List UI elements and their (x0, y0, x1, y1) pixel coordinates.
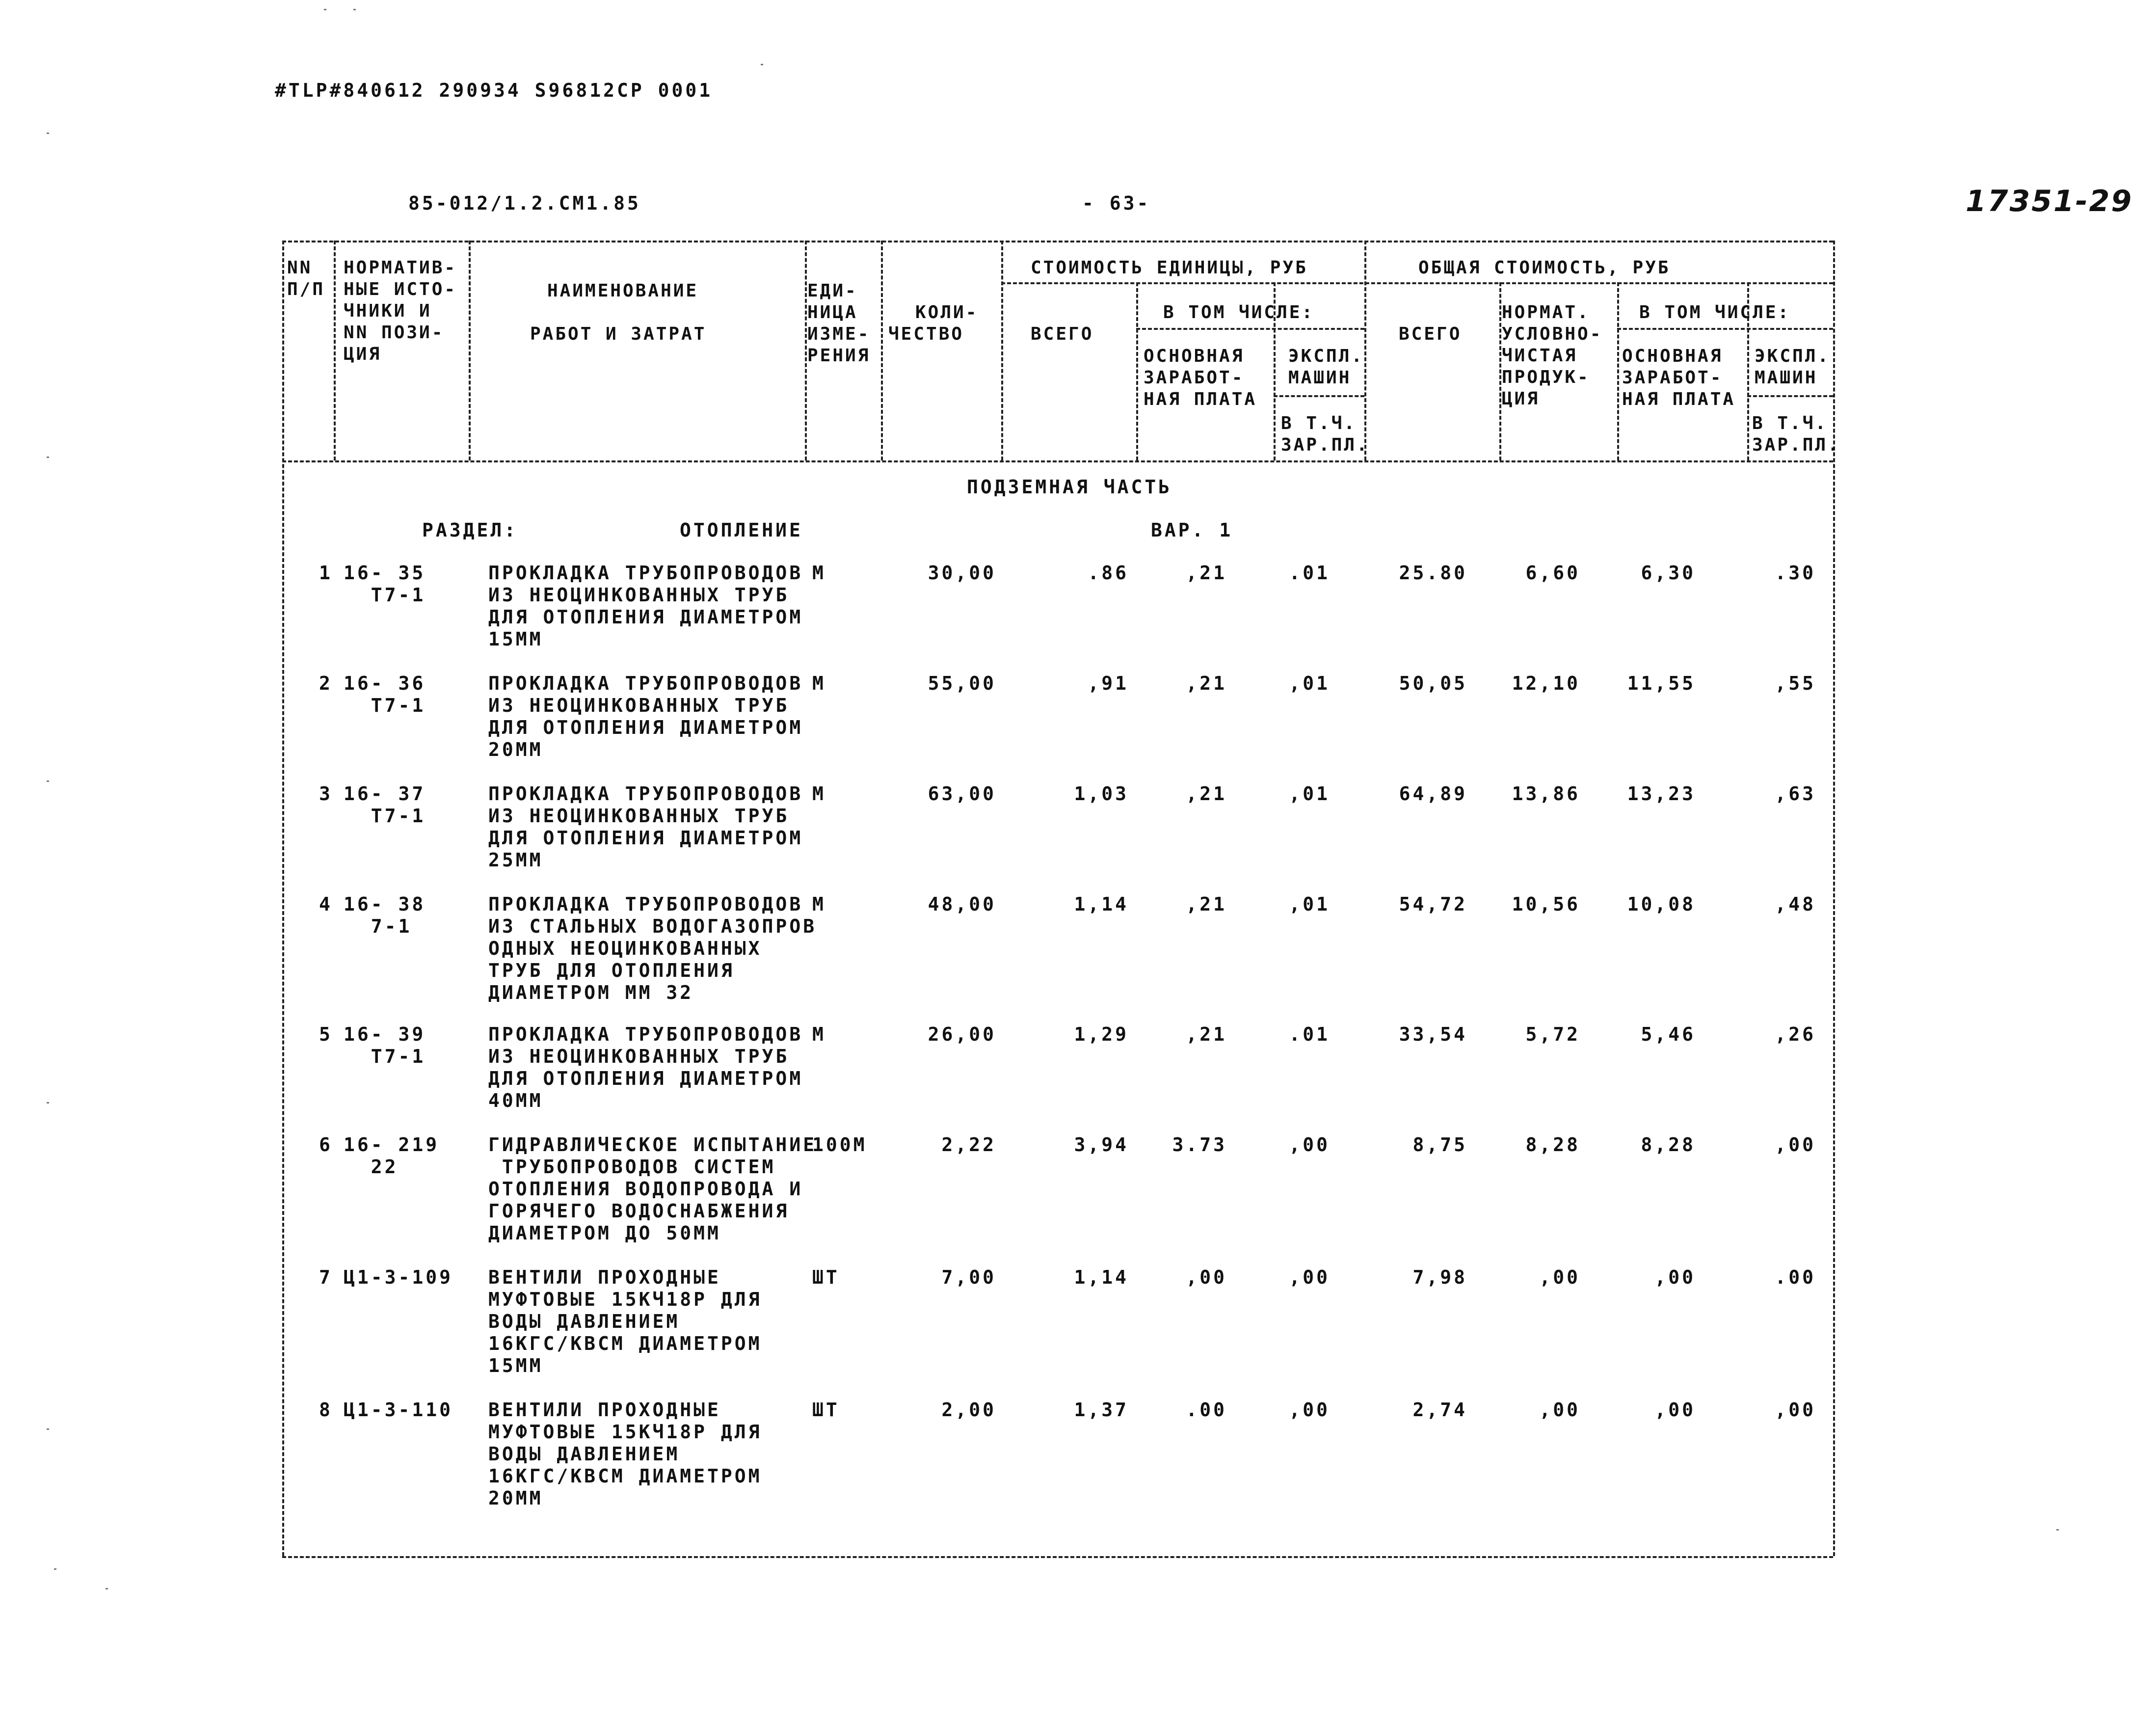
header-subcolumn-divider (1499, 282, 1501, 460)
table-bottom-border (282, 1556, 1833, 1558)
row-unit-wage: ,00 (1186, 1266, 1227, 1288)
row-unit-wage: ,21 (1186, 783, 1227, 805)
table-left-border (282, 241, 284, 1556)
speck (47, 133, 49, 134)
row-name: 16КГС/КВСМ ДИАМЕТРОМ (488, 1465, 762, 1487)
header-normative-net: УСЛОВНО- (1502, 324, 1603, 344)
header-quantity: КОЛИ- (915, 302, 979, 323)
header-group-divider (1001, 282, 1833, 284)
header-subgroup-divider (1617, 328, 1833, 330)
row-name: 15ММ (488, 628, 543, 650)
section-part: ПОДЗЕМНАЯ ЧАСТЬ (967, 476, 1172, 498)
row-name: 25ММ (488, 849, 543, 871)
row-unit-wage: .00 (1186, 1399, 1227, 1421)
header-column-divider (805, 241, 807, 460)
row-machine: .00 (1775, 1266, 1816, 1288)
row-name: ИЗ СТАЛЬНЫХ ВОДОГАЗОПРОВ (488, 915, 817, 937)
row-name: ТРУБ ДЛЯ ОТОПЛЕНИЯ (488, 960, 735, 981)
row-name: ДИАМЕТРОМ ДО 50ММ (488, 1222, 721, 1244)
row-name: ТРУБОПРОВОДОВ СИСТЕМ (488, 1156, 776, 1178)
row-unit: М (812, 562, 826, 584)
document-code: 85-012/1.2.CM1.85 (408, 192, 641, 214)
row-unit-total: ,91 (1088, 673, 1129, 694)
row-machine: ,63 (1775, 783, 1816, 805)
row-name: ДЛЯ ОТОПЛЕНИЯ ДИАМЕТРОМ (488, 1068, 803, 1089)
row-name: ПРОКЛАДКА ТРУБОПРОВОДОВ (488, 562, 803, 584)
row-quantity: 2,00 (941, 1399, 996, 1421)
row-unit-machine: ,01 (1289, 783, 1330, 805)
row-name: 16КГС/КВСМ ДИАМЕТРОМ (488, 1333, 762, 1354)
header-total-cost: ОБЩАЯ СТОИМОСТЬ, РУБ (1418, 258, 1671, 278)
section-label: РАЗДЕЛ: (422, 519, 518, 541)
row-name: 20ММ (488, 739, 543, 760)
row-quantity: 63,00 (928, 783, 996, 805)
row-name: ДЛЯ ОТОПЛЕНИЯ ДИАМЕТРОМ (488, 717, 803, 738)
row-number: 2 (319, 673, 333, 694)
print-header: #TLP#840612 290934 S96812CP 0001 (275, 80, 713, 101)
row-name: ДЛЯ ОТОПЛЕНИЯ ДИАМЕТРОМ (488, 606, 803, 628)
row-name: ДИАМЕТРОМ ММ 32 (488, 982, 694, 1003)
row-unit-wage: 3.73 (1172, 1134, 1227, 1156)
header-incl-wage: В Т.Ч. (1752, 413, 1828, 433)
header-unit: ИЗМЕ- (807, 324, 871, 344)
speck (761, 64, 763, 65)
row-machine: ,48 (1775, 893, 1816, 915)
row-name: ГОРЯЧЕГО ВОДОСНАБЖЕНИЯ (488, 1200, 790, 1222)
row-normative-net: ,00 (1539, 1399, 1580, 1421)
row-normative-net: 8,28 (1525, 1134, 1580, 1156)
header-subgroup-divider (1747, 395, 1833, 397)
row-number: 8 (319, 1399, 333, 1421)
row-code: Ц1-3-110 (344, 1399, 453, 1421)
row-name: ДЛЯ ОТОПЛЕНИЯ ДИАМЕТРОМ (488, 827, 803, 849)
row-total: 33,54 (1399, 1023, 1467, 1045)
header-base-wage: НАЯ ПЛАТА (1144, 389, 1257, 409)
speck (47, 1102, 49, 1103)
header-column-divider (881, 241, 883, 460)
header-unit-total: ВСЕГО (1031, 324, 1094, 344)
row-name: ОТОПЛЕНИЯ ВОДОПРОВОДА И (488, 1178, 803, 1200)
row-quantity: 55,00 (928, 673, 996, 694)
row-normative-net: ,00 (1539, 1266, 1580, 1288)
row-code: 16- 35 (344, 562, 426, 584)
header-column-divider (1364, 241, 1366, 460)
speck (54, 1568, 56, 1570)
row-number: 6 (319, 1134, 333, 1156)
header-unit: РЕНИЯ (807, 346, 871, 366)
row-code: 16- 39 (344, 1023, 426, 1045)
row-unit-total: 3,94 (1074, 1134, 1129, 1156)
row-name: 40ММ (488, 1090, 543, 1111)
row-unit-total: 1,37 (1074, 1399, 1129, 1421)
row-name: ПРОКЛАДКА ТРУБОПРОВОДОВ (488, 783, 803, 805)
header-base-wage: ОСНОВНАЯ (1144, 346, 1245, 366)
row-quantity: 7,00 (941, 1266, 996, 1288)
row-number: 5 (319, 1023, 333, 1045)
row-code: 22 (344, 1156, 399, 1178)
row-unit-total: 1,14 (1074, 1266, 1129, 1288)
row-code: 16- 38 (344, 893, 426, 915)
row-machine: ,26 (1775, 1023, 1816, 1045)
row-wage: 13,23 (1627, 783, 1696, 805)
header-normative-source: НОРМАТИВ- (344, 258, 457, 278)
row-unit-wage: ,21 (1186, 673, 1227, 694)
row-name: ИЗ НЕОЦИНКОВАННЫХ ТРУБ (488, 1046, 790, 1067)
row-unit: М (812, 783, 826, 805)
header-normative-net: ПРОДУК- (1502, 367, 1590, 387)
row-normative-net: 5,72 (1525, 1023, 1580, 1045)
header-machine-use: МАШИН (1755, 368, 1818, 388)
header-unit-cost: СТОИМОСТЬ ЕДИНИЦЫ, РУБ (1031, 258, 1308, 278)
header-subcolumn-divider (1617, 282, 1619, 460)
row-wage: ,00 (1654, 1399, 1696, 1421)
row-name: ВОДЫ ДАВЛЕНИЕМ (488, 1311, 680, 1332)
header-normative-net: ЧИСТАЯ (1502, 346, 1578, 366)
row-unit-total: .86 (1088, 562, 1129, 584)
row-code: Ц1-3-109 (344, 1266, 453, 1288)
row-machine: .30 (1775, 562, 1816, 584)
header-column-divider (334, 241, 336, 460)
row-unit-wage: ,21 (1186, 893, 1227, 915)
row-name: ВОДЫ ДАВЛЕНИЕМ (488, 1443, 680, 1465)
row-machine: ,00 (1775, 1134, 1816, 1156)
row-code: Т7-1 (344, 584, 426, 606)
header-name: НАИМЕНОВАНИЕ (547, 281, 699, 301)
header-name: РАБОТ И ЗАТРАТ (530, 324, 707, 344)
row-code: 16- 36 (344, 673, 426, 694)
header-machine-use: МАШИН (1288, 368, 1352, 388)
header-machine-use: ЭКСПЛ. (1288, 346, 1364, 366)
row-code: Т7-1 (344, 695, 426, 716)
row-wage: 5,46 (1641, 1023, 1696, 1045)
row-name: МУФТОВЫЕ 15КЧ18Р ДЛЯ (488, 1289, 762, 1310)
row-total: 7,98 (1412, 1266, 1467, 1288)
row-normative-net: 12,10 (1512, 673, 1580, 694)
row-name: ВЕНТИЛИ ПРОХОДНЫЕ (488, 1266, 721, 1288)
header-bottom-border (282, 460, 1833, 462)
row-total: 54,72 (1399, 893, 1467, 915)
header-incl-wage: ЗАР.ПЛ. (1752, 435, 1840, 455)
header-subgroup-divider (1136, 328, 1364, 330)
row-name: 20ММ (488, 1487, 543, 1509)
header-normative-net: ЦИЯ (1502, 389, 1540, 409)
row-wage: 8,28 (1641, 1134, 1696, 1156)
row-unit-machine: ,01 (1289, 893, 1330, 915)
row-total: 64,89 (1399, 783, 1467, 805)
row-wage: 10,08 (1627, 893, 1696, 915)
row-unit-machine: ,01 (1289, 673, 1330, 694)
header-base-wage: НАЯ ПЛАТА (1622, 389, 1736, 409)
row-name: ПРОКЛАДКА ТРУБОПРОВОДОВ (488, 673, 803, 694)
header-normative-source: ЧНИКИ И (344, 301, 432, 321)
header-normative-source: NN ПОЗИ- (344, 323, 445, 343)
row-quantity: 30,00 (928, 562, 996, 584)
header-incl-wage: ЗАР.ПЛ. (1281, 435, 1369, 455)
row-total: 8,75 (1412, 1134, 1467, 1156)
row-unit-total: 1,03 (1074, 783, 1129, 805)
row-name: ИЗ НЕОЦИНКОВАННЫХ ТРУБ (488, 584, 790, 606)
header-column-divider (1001, 241, 1003, 460)
speck (47, 457, 49, 458)
row-name: ВЕНТИЛИ ПРОХОДНЫЕ (488, 1399, 721, 1421)
row-quantity: 26,00 (928, 1023, 996, 1045)
row-name: 15ММ (488, 1355, 543, 1376)
row-unit: М (812, 1023, 826, 1045)
row-name: ПРОКЛАДКА ТРУБОПРОВОДОВ (488, 893, 803, 915)
row-name: ОДНЫХ НЕОЦИНКОВАННЫХ (488, 938, 762, 959)
row-normative-net: 10,56 (1512, 893, 1580, 915)
row-unit-machine: ,00 (1289, 1134, 1330, 1156)
row-number: 7 (319, 1266, 333, 1288)
row-unit-wage: ,21 (1186, 562, 1227, 584)
header-incl-wage: В Т.Ч. (1281, 413, 1357, 433)
row-code: 16- 37 (344, 783, 426, 805)
header-quantity: ЧЕСТВО (888, 324, 964, 344)
row-unit-total: 1,14 (1074, 893, 1129, 915)
row-name: ИЗ НЕОЦИНКОВАННЫХ ТРУБ (488, 805, 790, 827)
header-including: В ТОМ ЧИСЛЕ: (1639, 302, 1791, 323)
row-code: Т7-1 (344, 805, 426, 827)
header-total: ВСЕГО (1399, 324, 1462, 344)
speck (324, 9, 326, 10)
row-wage: 6,30 (1641, 562, 1696, 584)
row-machine: ,55 (1775, 673, 1816, 694)
table-top-border (282, 241, 1833, 242)
speck (47, 1428, 49, 1430)
row-name: ГИДРАВЛИЧЕСКОЕ ИСПЫТАНИЕ (488, 1134, 817, 1156)
row-number: 3 (319, 783, 333, 805)
row-unit: М (812, 893, 826, 915)
row-wage: 11,55 (1627, 673, 1696, 694)
row-code: Т7-1 (344, 1046, 426, 1067)
row-quantity: 2,22 (941, 1134, 996, 1156)
header-base-wage: ОСНОВНАЯ (1622, 346, 1723, 366)
header-normative-source: ЦИЯ (344, 344, 382, 364)
row-unit-machine: .01 (1289, 562, 1330, 584)
row-name: МУФТОВЫЕ 15КЧ18Р ДЛЯ (488, 1421, 762, 1443)
row-number: 4 (319, 893, 333, 915)
row-total: 25.80 (1399, 562, 1467, 584)
row-name: ИЗ НЕОЦИНКОВАННЫХ ТРУБ (488, 695, 790, 716)
header-normative-source: НЫЕ ИСТО- (344, 279, 457, 299)
row-wage: ,00 (1654, 1266, 1696, 1288)
row-total: 50,05 (1399, 673, 1467, 694)
row-number: 1 (319, 562, 333, 584)
header-nn: П/П (287, 279, 325, 299)
header-subgroup-divider (1274, 395, 1364, 397)
header-including: В ТОМ ЧИСЛЕ: (1163, 302, 1315, 323)
row-code: 16- 219 (344, 1134, 440, 1156)
row-normative-net: 13,86 (1512, 783, 1580, 805)
row-unit: М (812, 673, 826, 694)
row-unit: ШТ (812, 1266, 840, 1288)
header-base-wage: ЗАРАБОТ- (1144, 368, 1245, 388)
header-normative-net: НОРМАТ. (1502, 302, 1590, 323)
row-unit: 100М (812, 1134, 867, 1156)
row-quantity: 48,00 (928, 893, 996, 915)
row-machine: ,00 (1775, 1399, 1816, 1421)
row-unit: ШТ (812, 1399, 840, 1421)
section-name: ОТОПЛЕНИЕ (680, 519, 803, 541)
header-unit: НИЦА (807, 302, 858, 323)
row-total: 2,74 (1412, 1399, 1467, 1421)
row-normative-net: 6,60 (1525, 562, 1580, 584)
variant: ВАР. 1 (1151, 519, 1233, 541)
speck (106, 1588, 108, 1589)
row-unit-wage: ,21 (1186, 1023, 1227, 1045)
handwritten-number: 17351-29 (1966, 184, 2133, 218)
header-base-wage: ЗАРАБОТ- (1622, 368, 1723, 388)
row-unit-machine: ,00 (1289, 1399, 1330, 1421)
speck (2056, 1529, 2059, 1531)
row-name: ПРОКЛАДКА ТРУБОПРОВОДОВ (488, 1023, 803, 1045)
header-unit: ЕДИ- (807, 281, 858, 301)
header-nn: NN (287, 258, 313, 278)
row-code: 7-1 (344, 915, 412, 937)
page-number: - 63- (1082, 192, 1151, 214)
header-machine-use: ЭКСПЛ. (1755, 346, 1831, 366)
header-column-divider (469, 241, 471, 460)
speck (353, 9, 356, 10)
header-subcolumn-divider (1136, 282, 1138, 460)
row-unit-total: 1,29 (1074, 1023, 1129, 1045)
speck (47, 780, 49, 782)
row-unit-machine: ,00 (1289, 1266, 1330, 1288)
row-unit-machine: .01 (1289, 1023, 1330, 1045)
